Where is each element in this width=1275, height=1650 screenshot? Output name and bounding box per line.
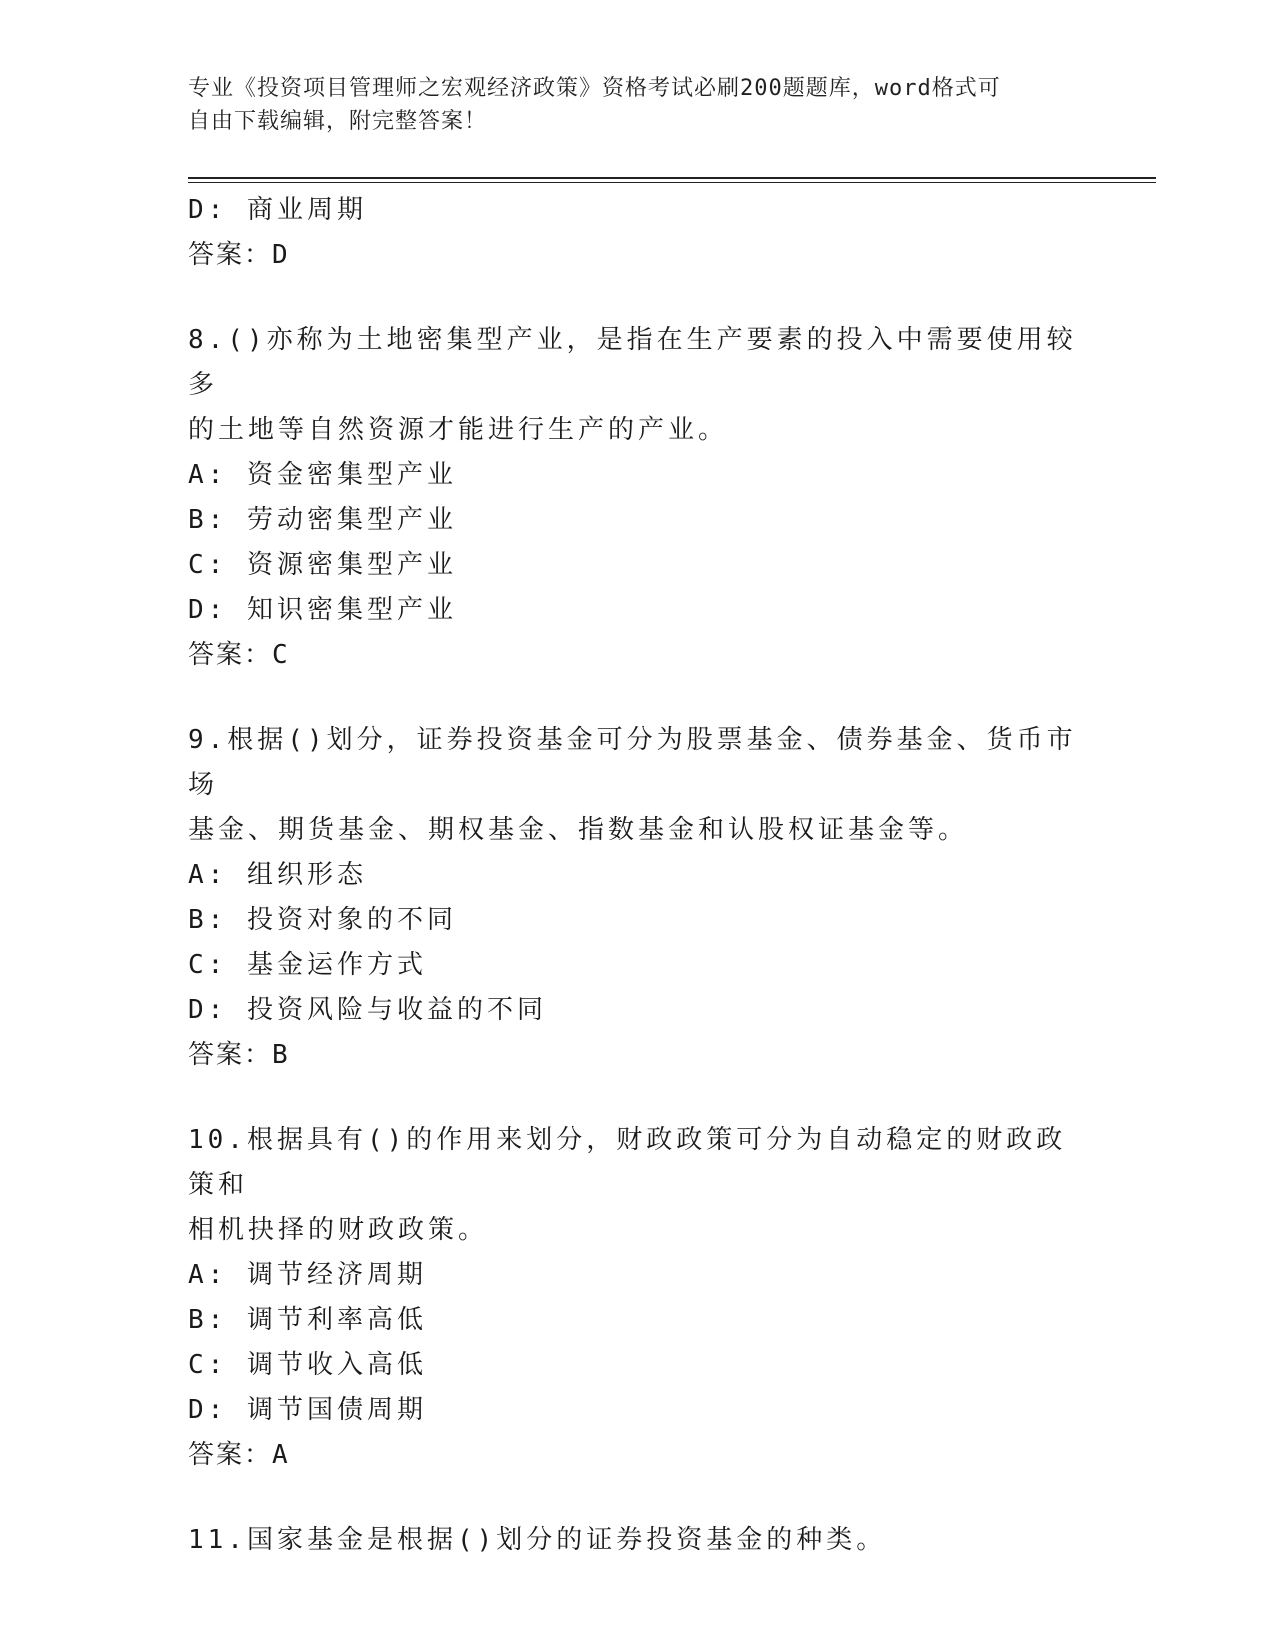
question-block-11 [188, 1518, 1088, 1563]
option-a: A: 组织形态 [188, 860, 367, 890]
document-body [188, 188, 1088, 1563]
option-a: A: 调节经济周期 [188, 1260, 427, 1290]
option-d: D: 投资风险与收益的不同 [188, 995, 547, 1025]
question-block-7-tail [188, 188, 1088, 278]
question-stem-continued: 相机抉择的财政政策。 [188, 1215, 489, 1245]
answer-line: 答案：C [188, 640, 290, 670]
answer-line: 答案：B [188, 1040, 290, 1070]
question-block-8 [188, 318, 1088, 678]
option-b: B: 劳动密集型产业 [188, 505, 457, 535]
answer-line: 答案：D [188, 240, 290, 270]
header-rule-thin [188, 182, 1156, 183]
option-a: A: 资金密集型产业 [188, 460, 457, 490]
answer-line: 答案：A [188, 1440, 290, 1470]
header-line-2: 自由下载编辑，附完整答案！ [188, 109, 488, 134]
question-stem-continued: 的土地等自然资源才能进行生产的产业。 [188, 415, 729, 445]
option-b: B: 调节利率高低 [188, 1305, 427, 1335]
question-block-9 [188, 718, 1088, 1078]
header-line-1: 专业《投资项目管理师之宏观经济政策》资格考试必刷200题题库，word格式可 [188, 76, 1001, 101]
option-d: D: 知识密集型产业 [188, 595, 457, 625]
option-c: C: 调节收入高低 [188, 1350, 427, 1380]
question-block-10 [188, 1118, 1088, 1478]
question-stem: 8.()亦称为土地密集型产业，是指在生产要素的投入中需要使用较多 [188, 325, 1077, 400]
option-d: D: 调节国债周期 [188, 1395, 427, 1425]
document-header [188, 72, 1088, 138]
question-stem: 9.根据()划分，证券投资基金可分为股票基金、债券基金、货币市场 [188, 725, 1077, 800]
question-stem: 11.国家基金是根据()划分的证券投资基金的种类。 [188, 1525, 887, 1555]
question-stem-continued: 基金、期货基金、期权基金、指数基金和认股权证基金等。 [188, 815, 969, 845]
option-d: D: 商业周期 [188, 195, 367, 225]
question-stem: 10.根据具有()的作用来划分，财政政策可分为自动稳定的财政政策和 [188, 1125, 1067, 1200]
option-b: B: 投资对象的不同 [188, 905, 457, 935]
option-c: C: 基金运作方式 [188, 950, 427, 980]
header-rule-thick [188, 177, 1156, 179]
option-c: C: 资源密集型产业 [188, 550, 457, 580]
